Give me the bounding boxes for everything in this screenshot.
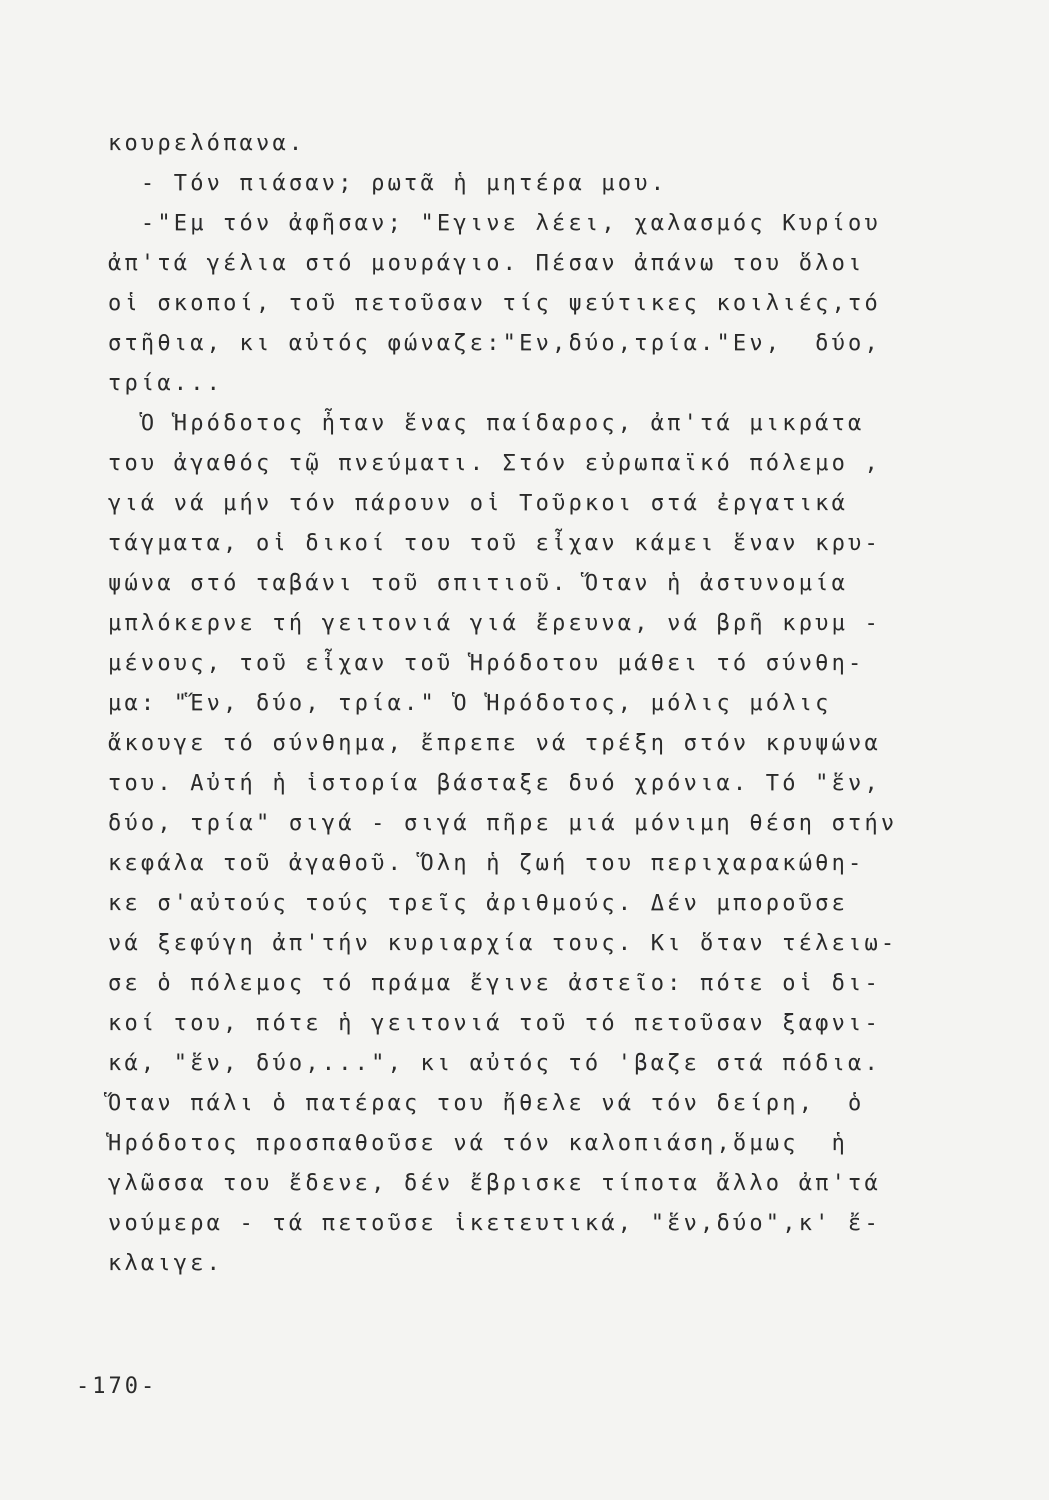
text-line: μπλόκερνε τή γειτονιά γιά ἔρευνα, νά βρῆ κρυμ -	[108, 611, 881, 636]
text-line: κεφάλα τοῦ ἀγαθοῦ. Ὅλη ἡ ζωή του περιχαρακώθη-	[108, 851, 865, 876]
text-line: του. Αὐτή ἡ ἱστορία βάσταξε δυό χρόνια. Τό "ἕν,	[108, 771, 881, 796]
text-line: - Τόν πιάσαν; ρωτᾶ ἡ μητέρα μου.	[108, 171, 668, 196]
text-line: μα: "Ἕν, δύο, τρία." Ὁ Ἡρόδοτος, μόλις μόλις	[108, 691, 832, 716]
text-line: οἱ σκοποί, τοῦ πετοῦσαν τίς ψεύτικες κοιλιές,τό	[108, 291, 881, 316]
text-line: κουρελόπανα.	[108, 131, 306, 156]
text-line: γλῶσσα του ἔδενε, δέν ἔβρισκε τίποτα ἄλλο ἀπ'τά	[108, 1171, 881, 1196]
text-line: μένους, τοῦ εἶχαν τοῦ Ἡρόδοτου μάθει τό σύνθη-	[108, 651, 865, 676]
text-line: νά ξεφύγη ἀπ'τήν κυριαρχία τους. Κι ὅταν τέλειω-	[108, 931, 898, 956]
page-text	[108, 124, 938, 1284]
text-line: κά, "ἕν, δύο,...", κι αὐτός τό 'βαζε στά πόδια.	[108, 1051, 881, 1076]
text-line: τάγματα, οἱ δικοί του τοῦ εἶχαν κάμει ἕναν κρυ-	[108, 531, 881, 556]
text-line: νούμερα - τά πετοῦσε ἱκετευτικά, "ἕν,δύο",κ' ἔ-	[108, 1211, 881, 1236]
page-number: -170-	[76, 1374, 158, 1399]
text-line: γιά νά μήν τόν πάρουν οἱ Τοῦρκοι στά ἐργατικά	[108, 491, 849, 516]
text-line: Ὅταν πάλι ὁ πατέρας του ἤθελε νά τόν δείρη, ὁ	[108, 1091, 865, 1116]
text-line: κλαιγε.	[108, 1251, 224, 1276]
text-line: του ἀγαθός τῷ πνεύματι. Στόν εὐρωπαϊκό πόλεμο ,	[108, 451, 881, 476]
text-line: κε σ'αὐτούς τούς τρεῖς ἀριθμούς. Δέν μποροῦσε	[108, 891, 849, 916]
text-line: -"Εμ τόν ἀφῆσαν; "Εγινε λέει, χαλασμός Κυρίου	[108, 211, 881, 236]
text-line: ἀπ'τά γέλια στό μουράγιο. Πέσαν ἀπάνω του ὅλοι	[108, 251, 865, 276]
text-line: σε ὁ πόλεμος τό πράμα ἔγινε ἀστεῖο: πότε οἱ δι-	[108, 971, 881, 996]
text-line: ἄκουγε τό σύνθημα, ἔπρεπε νά τρέξη στόν κρυψώνα	[108, 731, 881, 756]
text-line: δύο, τρία" σιγά - σιγά πῆρε μιά μόνιμη θέση στήν	[108, 811, 898, 836]
text-line: ψώνα στό ταβάνι τοῦ σπιτιοῦ. Ὅταν ἡ ἀστυνομία	[108, 571, 849, 596]
text-line: τρία...	[108, 371, 224, 396]
text-line: στῆθια, κι αὐτός φώναζε:"Εν,δύο,τρία."Εν, δύο,	[108, 331, 881, 356]
text-line: Ὁ Ἡρόδοτος ἦταν ἕνας παίδαρος, ἀπ'τά μικράτα	[108, 411, 865, 436]
text-line: κοί του, πότε ἡ γειτονιά τοῦ τό πετοῦσαν ξαφνι-	[108, 1011, 881, 1036]
text-line: Ἡρόδοτος προσπαθοῦσε νά τόν καλοπιάση,ὅμως ἡ	[108, 1131, 849, 1156]
